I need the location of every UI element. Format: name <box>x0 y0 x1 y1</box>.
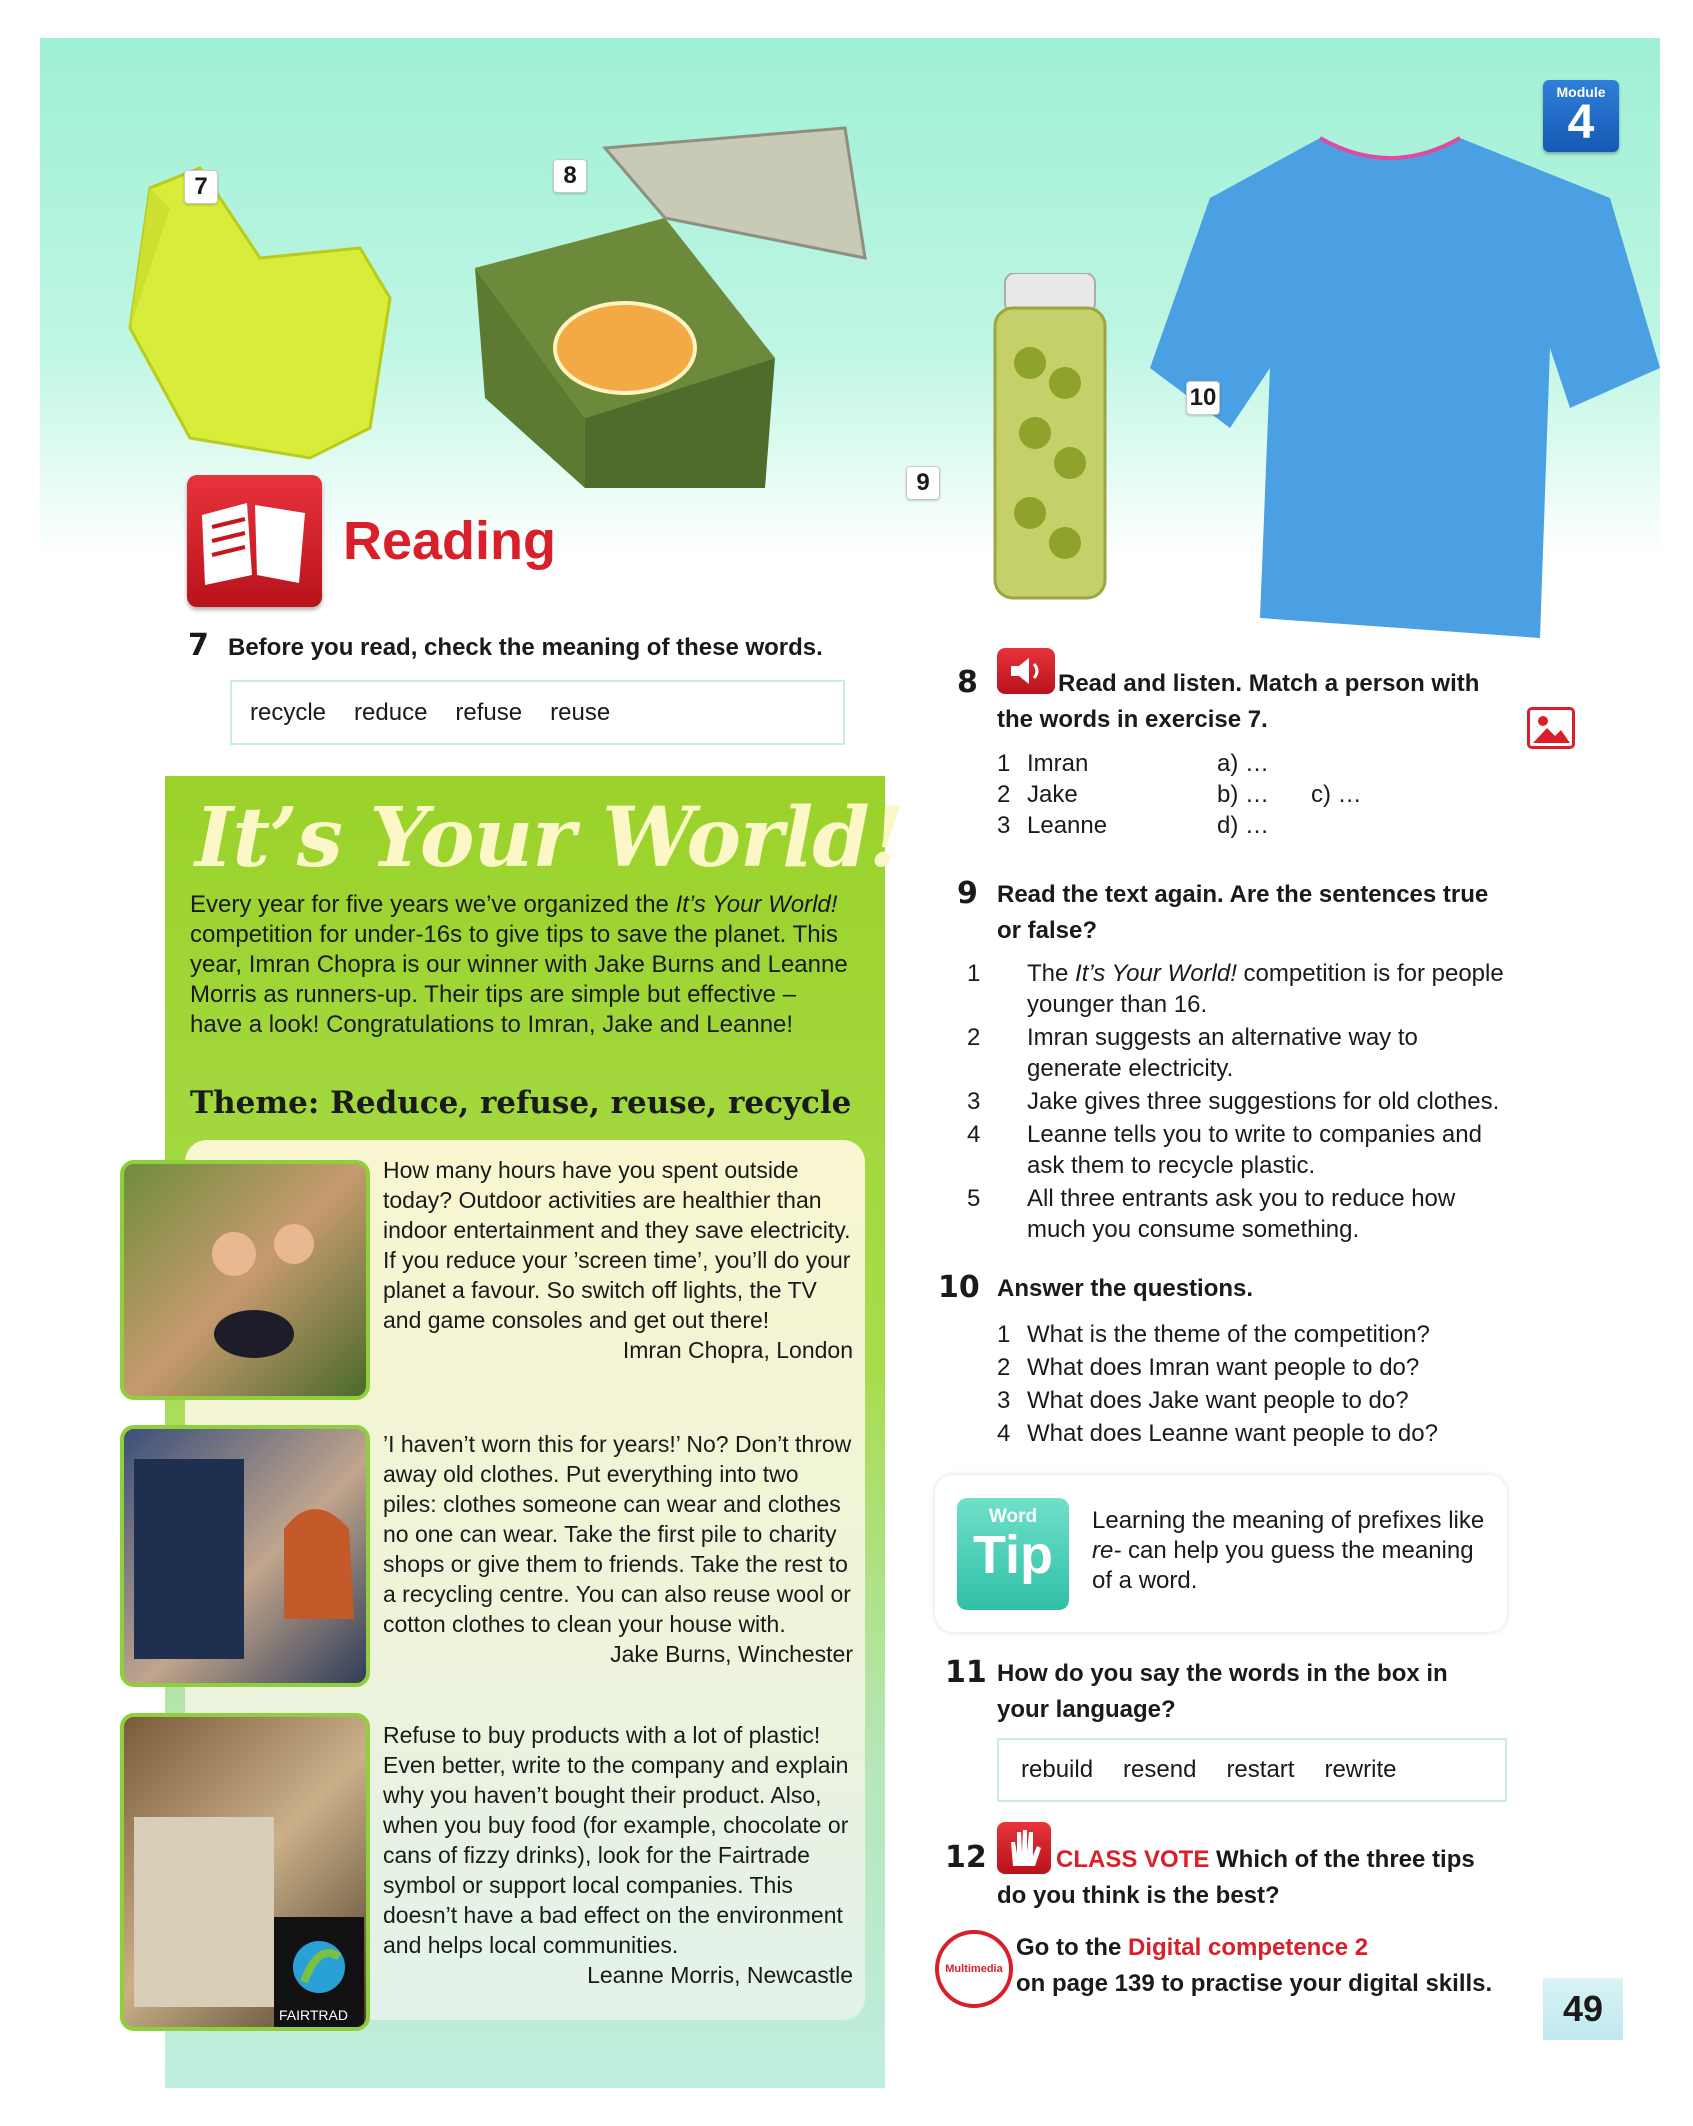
digital-text: to practise your digital skills. <box>1154 1970 1493 1997</box>
word-tip-badge <box>957 1498 1069 1610</box>
item-number: 2 <box>997 1354 1011 1381</box>
open-book-icon <box>187 475 322 607</box>
tip-3 <box>383 1720 853 1990</box>
guitar-icon <box>124 1164 370 1400</box>
list-item <box>967 1119 1517 1181</box>
t-shirt-photo <box>1150 118 1670 638</box>
item-text: Jake gives three suggestions for old clothes. <box>1027 1088 1500 1115</box>
person-name: Imran <box>1027 750 1089 777</box>
photo-tag-7: 7 <box>184 170 218 204</box>
item-number: 1 <box>997 750 1011 777</box>
item-number: 4 <box>967 1121 981 1148</box>
ex7-number: 7 <box>188 628 209 663</box>
item-number: 4 <box>997 1420 1011 1447</box>
item-italic: It’s Your World! <box>1075 960 1237 987</box>
tip-2-author: Jake Burns, Winchester <box>610 1641 853 1667</box>
ex12-instruction-b: do you think is the best? <box>997 1882 1280 1909</box>
shopping-bag-icon <box>124 1717 370 2031</box>
list-item <box>967 1086 1517 1117</box>
tip-text: Learning the meaning of prefixes like <box>1092 1507 1485 1534</box>
item-text: All three entrants ask you to reduce how much you consume something. <box>1027 1185 1456 1243</box>
ex11-number: 11 <box>945 1655 987 1690</box>
intro-text: Every year for five years we’ve organized the <box>190 891 676 918</box>
list-item <box>997 1318 1438 1351</box>
ex11-instruction: How do you say the words in the box in your language? <box>997 1660 1448 1723</box>
item-number: 1 <box>997 1321 1011 1348</box>
photo-tag-9: 9 <box>906 466 940 500</box>
digital-text: on <box>1016 1970 1052 1997</box>
article-intro <box>190 890 850 1040</box>
tip-text: can help you guess the meaning of a word. <box>1092 1537 1474 1594</box>
word: refuse <box>455 698 523 726</box>
multimedia-stamp-icon <box>935 1930 1013 2008</box>
ex10-list <box>997 1318 1438 1450</box>
ex10-number: 10 <box>938 1270 980 1305</box>
word: rebuild <box>1021 1756 1094 1783</box>
fairtrade-shop-photo <box>120 1713 370 2031</box>
item-number: 3 <box>997 1387 1011 1414</box>
tin-box-photo <box>465 98 905 498</box>
tip-2-text: ’I haven’t worn this for years!’ No? Don’t throw away old clothes. Put everything into two piles: clothes someone can wear and clothes no one can wear. Take the first pile to charity shops or give them to friends. Take the rest to a recycling centre. You can also reuse wool or cotton clothes to clean your house with. <box>383 1431 852 1637</box>
ex11-word-box <box>997 1738 1507 1802</box>
list-item <box>997 748 1362 779</box>
digital-line-1 <box>1016 1930 1368 1966</box>
intro-text: competition for under-16s to give tips to save the planet. This year, Imran Chopra is our winner with Jake Burns and Leanne Morris as runners-up. Their tips are simple but effective – have a look! Congratulations to Imran, Jake and Leanne! <box>190 921 848 1038</box>
page-number: 49 <box>1543 1978 1623 2040</box>
tip-3-text: Refuse to buy products with a lot of plastic! Even better, write to the company and explain why you haven’t bought their product. Also, when you buy food (for example, chocolate or cans of fizzy drinks), look for the Fairtrade symbol or support local companies. This doesn’t have a bad effect on the environment and helps local communities. <box>383 1722 849 1958</box>
word: recycle <box>250 698 327 726</box>
ex9-instruction: Read the text again. Are the sentences true or false? <box>997 881 1489 944</box>
list-item <box>997 1417 1438 1450</box>
ex9-number: 9 <box>957 876 978 911</box>
teens-outdoors-photo <box>120 1160 370 1400</box>
list-item <box>967 958 1517 1020</box>
question: What is the theme of the competition? <box>1027 1321 1430 1348</box>
ex12-number: 12 <box>945 1840 987 1875</box>
digital-line-2 <box>1016 1966 1492 2002</box>
module-number: 4 <box>1567 96 1595 149</box>
tip-1 <box>383 1155 853 1365</box>
tip-2 <box>383 1429 853 1669</box>
module-badge <box>1543 80 1619 152</box>
answer-blank: c) … <box>1311 781 1362 808</box>
item-number: 3 <box>967 1088 981 1115</box>
list-item <box>997 810 1362 841</box>
tip-1-text: How many hours have you spent outside today? Outdoor activities are healthier than indoor entertainment and they save electricity. If you reduce your ’screen time’, you’ll do your planet a favour. So switch off lights, the TV and game consoles and get out there! <box>383 1157 851 1333</box>
answer-blank: d) … <box>1217 812 1270 839</box>
ex12-text: Which of the three tips <box>1209 1846 1475 1873</box>
word: resend <box>1123 1756 1197 1783</box>
item-number: 2 <box>997 781 1011 808</box>
tip-italic: re- <box>1092 1537 1122 1564</box>
item-number: 3 <box>997 812 1011 839</box>
olive-jar-photo <box>985 273 1115 603</box>
ex8-number: 8 <box>957 665 978 700</box>
list-item <box>997 1351 1438 1384</box>
fairtrade-label: FAIRTRAD <box>279 2007 348 2023</box>
item-number: 5 <box>967 1185 981 1212</box>
ex8-instruction-a: Read and listen. Match a person with <box>1058 670 1480 697</box>
list-item <box>997 1384 1438 1417</box>
list-item <box>997 779 1362 810</box>
ex12-instruction-a <box>1056 1842 1475 1878</box>
section-title: Reading <box>343 511 557 571</box>
photo-tag-8: 8 <box>553 159 587 193</box>
stamp-label: Multimedia <box>945 1963 1003 1975</box>
word-tip-tip: Tip <box>973 1525 1053 1585</box>
ex7-word-box <box>230 680 845 745</box>
item-text: competition is for people younger than 16. <box>1027 960 1504 1018</box>
tip-3-author: Leanne Morris, Newcastle <box>587 1962 853 1988</box>
list-item <box>967 1183 1517 1245</box>
question: What does Imran want people to do? <box>1027 1354 1420 1381</box>
ex8-instruction-b: the words in exercise 7. <box>997 706 1268 733</box>
tip-1-author: Imran Chopra, London <box>622 1337 853 1363</box>
person-name: Leanne <box>1027 812 1108 839</box>
question: What does Jake want people to do? <box>1027 1387 1409 1414</box>
digital-competence-link[interactable]: Digital competence 2 <box>1127 1934 1369 1961</box>
digital-text: Go to the <box>1016 1934 1128 1961</box>
answer-blank: a) … <box>1217 750 1270 777</box>
class-vote-icon <box>997 1822 1051 1874</box>
clothes-bin-photo <box>120 1425 370 1687</box>
ex7-instruction: Before you read, check the meaning of these words. <box>228 634 823 661</box>
photo-tag-10: 10 <box>1186 381 1220 415</box>
module-label: Module <box>1556 84 1606 100</box>
picture-icon <box>1530 710 1572 746</box>
item-text: The <box>1027 960 1076 987</box>
article-theme: Theme: Reduce, refuse, reuse, recycle <box>190 1085 852 1121</box>
recycling-bin-icon <box>124 1429 370 1687</box>
intro-italic: It’s Your World! <box>675 891 838 918</box>
word-tip-text <box>1092 1506 1492 1596</box>
image-icon[interactable] <box>1527 707 1575 749</box>
plastic-bag-photo <box>110 128 430 468</box>
word: reuse <box>550 698 611 726</box>
item-number: 1 <box>967 960 981 987</box>
word: reduce <box>354 698 428 726</box>
speaker-icon <box>997 648 1055 694</box>
ex10-instruction: Answer the questions. <box>997 1275 1254 1302</box>
book-icon <box>187 475 322 607</box>
ex9-list <box>967 958 1517 1245</box>
class-vote-label: CLASS VOTE <box>1056 1846 1210 1873</box>
ex8-list <box>997 748 1362 841</box>
audio-icon[interactable] <box>997 648 1055 694</box>
item-text: Imran suggests an alternative way to generate electricity. <box>1027 1024 1418 1082</box>
list-item <box>967 1022 1517 1084</box>
word: restart <box>1226 1756 1295 1783</box>
person-name: Jake <box>1027 781 1078 808</box>
word: rewrite <box>1324 1756 1397 1783</box>
raised-hand-icon <box>997 1822 1051 1874</box>
page-reference[interactable]: page 139 <box>1052 1970 1155 1997</box>
word-tip-word: Word <box>988 1506 1038 1527</box>
item-text: Leanne tells you to write to companies and ask them to recycle plastic. <box>1027 1121 1482 1179</box>
question: What does Leanne want people to do? <box>1027 1420 1438 1447</box>
item-number: 2 <box>967 1024 981 1051</box>
answer-blank: b) … <box>1217 781 1270 808</box>
article-title: It’s Your World! <box>195 790 904 886</box>
